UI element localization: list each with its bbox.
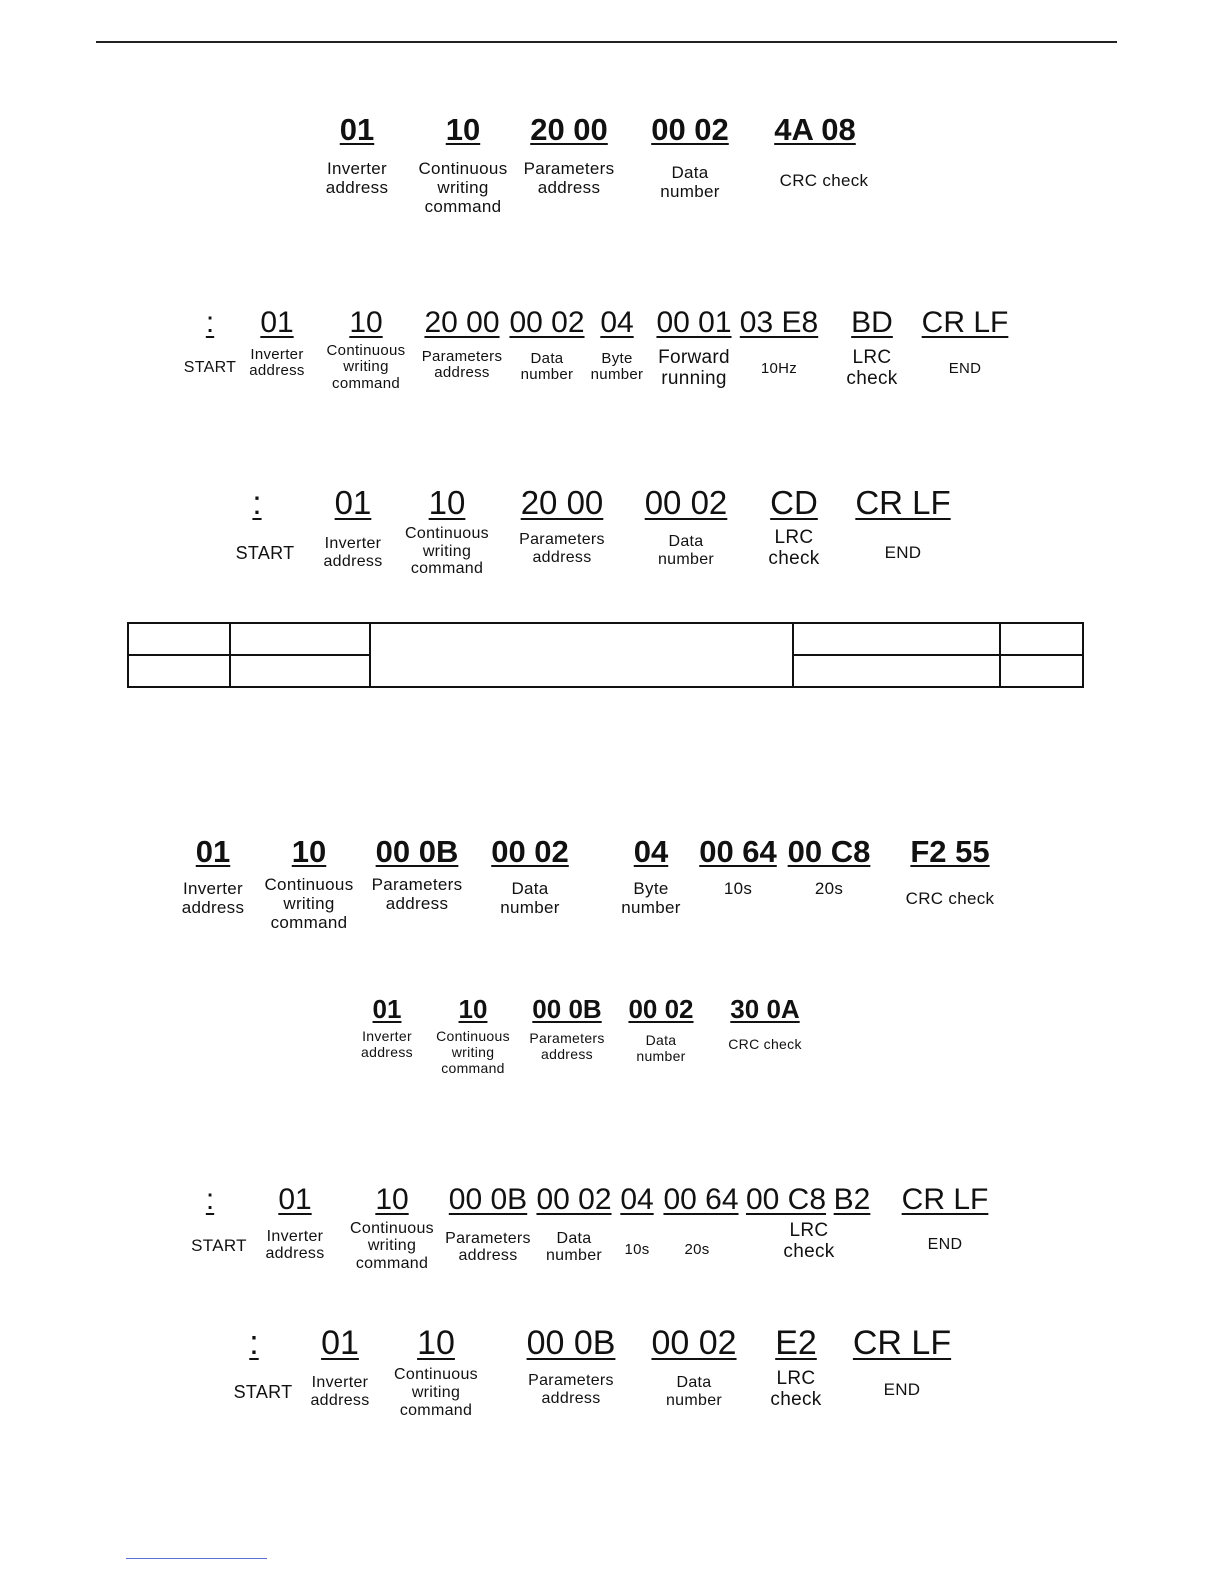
field-label: check (846, 367, 898, 389)
field-label: END (883, 1379, 921, 1399)
field-label: START (191, 1235, 247, 1255)
field-label: address (249, 362, 305, 380)
field-label: number (660, 181, 720, 201)
field-label: Continuous (264, 874, 354, 894)
field-label: Data (676, 1373, 712, 1391)
frame-field (320, 307, 412, 393)
frame-field (660, 1184, 742, 1216)
frame-field (738, 307, 820, 377)
field-label: LRC (852, 346, 892, 368)
field-label: Inverter (250, 345, 304, 363)
field-code: 20 00 (424, 306, 500, 339)
field-label: address (181, 897, 245, 917)
field-label: writing (283, 893, 335, 913)
field-code: 01 (321, 1324, 359, 1362)
field-label: command (399, 1401, 473, 1419)
field-label: number (636, 1047, 686, 1064)
frame-field (622, 996, 700, 1065)
field-label: START (233, 1381, 293, 1402)
field-label: Continuous (436, 1028, 510, 1045)
field-code: 01 (260, 306, 294, 339)
field-label: Inverter (326, 158, 388, 178)
field-code: CD (770, 484, 818, 521)
field-code: 00 02 (628, 994, 694, 1024)
frame-field (316, 486, 390, 570)
frame-field (520, 1326, 622, 1408)
field-label: Data (645, 1032, 677, 1049)
field-label: command (355, 1255, 429, 1273)
frame-field (354, 996, 420, 1061)
field-label: command (441, 1059, 505, 1076)
frame-field (364, 836, 470, 913)
field-label: Forward (658, 346, 730, 368)
field-code: CR LF (855, 484, 951, 521)
field-label: writing (437, 177, 489, 197)
frame-field (516, 114, 622, 197)
field-code: 01 (334, 484, 372, 521)
frame-field (696, 836, 780, 898)
frame-field (174, 836, 252, 917)
frame-field (536, 1184, 612, 1265)
frame-field (188, 1184, 250, 1255)
field-label: number (665, 1391, 723, 1409)
field-code: 20 00 (520, 484, 604, 521)
field-label: check (783, 1240, 835, 1262)
field-label: command (270, 912, 348, 932)
field-code: F2 55 (910, 834, 990, 869)
field-label: Parameters (445, 1229, 531, 1247)
table-cell (1000, 623, 1083, 655)
field-label: Parameters (529, 1030, 605, 1047)
frame-field (638, 486, 734, 568)
field-code: 00 02 (644, 484, 728, 521)
frame-field (228, 1326, 298, 1402)
field-label: Inverter (324, 534, 382, 552)
field-code: 00 64 (663, 1183, 739, 1216)
field-code: 00 0B (448, 1183, 528, 1216)
frame-field (482, 836, 578, 917)
table-cell (230, 655, 370, 687)
field-label: command (424, 196, 502, 216)
field-code: 4A 08 (774, 112, 856, 147)
field-code: 01 (195, 834, 231, 869)
field-label: START (235, 542, 295, 563)
frame-field (415, 307, 509, 382)
frame-field (894, 836, 1006, 908)
field-label: Data (530, 349, 564, 367)
field-label: number (500, 897, 560, 917)
frame-field (846, 1326, 958, 1399)
field-label: Continuous (350, 1219, 434, 1237)
field-label: number (520, 366, 574, 384)
field-code: CR LF (901, 1183, 989, 1216)
field-label: CRC check (779, 170, 869, 190)
frame-field (316, 114, 398, 197)
frame-field (411, 114, 515, 216)
frame-field (586, 307, 648, 384)
field-code: 00 02 (651, 112, 729, 147)
field-label: writing (343, 358, 389, 376)
field-label: address (310, 1391, 370, 1409)
field-code: CR LF (921, 306, 1009, 339)
field-code: 04 (620, 1183, 654, 1216)
field-label: running (661, 367, 727, 389)
field-label: Continuous (394, 1365, 478, 1383)
field-code: 10 (375, 1183, 409, 1216)
field-code: 03 E8 (739, 306, 819, 339)
field-code: 04 (633, 834, 669, 869)
table-cell (1000, 655, 1083, 687)
field-label: Parameters (523, 158, 615, 178)
field-label: check (770, 1388, 822, 1410)
frame-field (386, 1326, 486, 1419)
field-code: 10 (445, 112, 481, 147)
frame-field (230, 486, 300, 563)
field-code: 20 00 (530, 112, 608, 147)
frame-field (616, 1184, 658, 1238)
field-code: : (205, 1183, 215, 1216)
field-label: Continuous (405, 524, 489, 542)
field-code: 00 02 (491, 834, 569, 869)
frame-field (752, 114, 878, 190)
field-code: 01 (372, 994, 402, 1024)
field-label: number (590, 366, 644, 384)
field-label: address (325, 177, 389, 197)
field-code: : (252, 484, 262, 521)
frame-field (304, 1326, 376, 1410)
empty-table (127, 622, 1084, 688)
footer-link-line (126, 1558, 267, 1559)
field-label: LRC (789, 1219, 829, 1241)
field-label: address (532, 548, 592, 566)
field-code: 00 0B (526, 1324, 616, 1362)
frame-field (760, 1326, 832, 1410)
field-label: LRC (774, 526, 814, 548)
field-label: address (541, 1389, 601, 1407)
field-label: END (927, 1235, 963, 1253)
frame-field (612, 836, 690, 917)
field-label: 10Hz (760, 359, 798, 377)
field-label: Byte (633, 878, 669, 898)
table-cell (793, 655, 1000, 687)
field-code: 01 (278, 1183, 312, 1216)
field-code: 00 02 (536, 1183, 612, 1216)
field-label: check (768, 547, 820, 569)
field-label: LRC (776, 1367, 816, 1389)
field-code: : (205, 306, 215, 339)
field-code: 30 0A (730, 994, 800, 1024)
field-code: 10 (428, 484, 466, 521)
field-label: number (657, 550, 715, 568)
field-label: 20s (684, 1241, 710, 1258)
field-label: Data (668, 532, 704, 550)
field-label: number (545, 1247, 603, 1265)
field-label: address (385, 893, 449, 913)
field-label: writing (422, 542, 472, 560)
frame-field (782, 836, 876, 898)
table-cell (128, 623, 230, 655)
field-label: Inverter (182, 878, 244, 898)
field-label: Byte (601, 349, 633, 367)
field-code: 00 01 (656, 306, 732, 339)
field-label: number (621, 897, 681, 917)
field-code: 10 (417, 1324, 455, 1362)
frame-field (614, 1242, 660, 1259)
frame-field (654, 307, 734, 389)
frame-field (918, 307, 1012, 377)
frame-field (646, 1326, 742, 1410)
field-label: END (948, 359, 982, 377)
frame-field (258, 836, 360, 932)
field-code: : (249, 1324, 259, 1362)
field-label: writing (411, 1383, 461, 1401)
field-label: 10s (723, 878, 753, 898)
field-code: 00 02 (509, 306, 585, 339)
frame-field (344, 1184, 440, 1273)
field-label: START (183, 358, 237, 376)
frame-field (510, 486, 614, 566)
field-label: address (537, 177, 601, 197)
field-label: 20s (814, 878, 844, 898)
field-code: 01 (339, 112, 375, 147)
field-code: 00 C8 (745, 1183, 827, 1216)
frame-field (242, 307, 312, 380)
field-label: Data (511, 878, 549, 898)
field-code: 00 0B (532, 994, 602, 1024)
field-label: address (434, 364, 490, 382)
frame-field (398, 486, 496, 578)
field-label: writing (451, 1043, 495, 1060)
frame-field (836, 307, 908, 389)
field-label: Data (671, 162, 709, 182)
field-label: command (410, 560, 484, 578)
field-label: Parameters (371, 874, 463, 894)
frame-field (440, 1184, 536, 1265)
field-label: command (332, 375, 400, 393)
field-label: Inverter (311, 1373, 369, 1391)
field-label: Inverter (362, 1028, 412, 1045)
frame-field (848, 486, 958, 562)
field-label: address (323, 552, 383, 570)
field-label: Data (556, 1229, 592, 1247)
frame-field (180, 307, 240, 376)
field-code: 00 02 (651, 1324, 737, 1362)
frame-field (638, 114, 742, 201)
field-code: 00 C8 (787, 834, 871, 869)
field-label: writing (367, 1237, 417, 1255)
frame-field (508, 307, 586, 384)
field-label: 10s (624, 1241, 650, 1258)
field-code: CR LF (852, 1324, 952, 1362)
field-code: 00 0B (375, 834, 459, 869)
field-label: Parameters (519, 530, 605, 548)
field-label: Inverter (266, 1227, 324, 1245)
field-label: CRC check (728, 1036, 802, 1053)
field-label: Continuous (418, 158, 508, 178)
frame-field (522, 996, 612, 1063)
frame-field (430, 996, 516, 1076)
field-code: 10 (458, 994, 488, 1024)
field-code: E2 (775, 1324, 817, 1362)
field-code: BD (851, 306, 893, 339)
field-label: END (884, 542, 922, 562)
field-label: Parameters (528, 1371, 614, 1389)
field-label: address (361, 1043, 413, 1060)
frame-field (674, 1242, 720, 1259)
frame-field (260, 1184, 330, 1263)
table-cell (230, 623, 370, 655)
field-label: address (458, 1247, 518, 1265)
field-label: Parameters (421, 347, 503, 365)
table-cell (128, 655, 230, 687)
field-label: address (265, 1245, 325, 1263)
frame-field (756, 486, 832, 569)
field-label: address (541, 1045, 593, 1062)
table-cell (370, 623, 793, 687)
field-code: 10 (291, 834, 327, 869)
field-code: 04 (600, 306, 634, 339)
field-code: 00 64 (699, 834, 777, 869)
frame-field (718, 996, 812, 1053)
field-label: Continuous (326, 341, 406, 359)
table-cell (793, 623, 1000, 655)
field-label: CRC check (905, 888, 995, 908)
field-code: 10 (349, 306, 383, 339)
field-code: B2 (833, 1183, 871, 1216)
frame-field (898, 1184, 992, 1253)
header-rule (96, 41, 1117, 43)
frame-field (828, 1184, 876, 1216)
